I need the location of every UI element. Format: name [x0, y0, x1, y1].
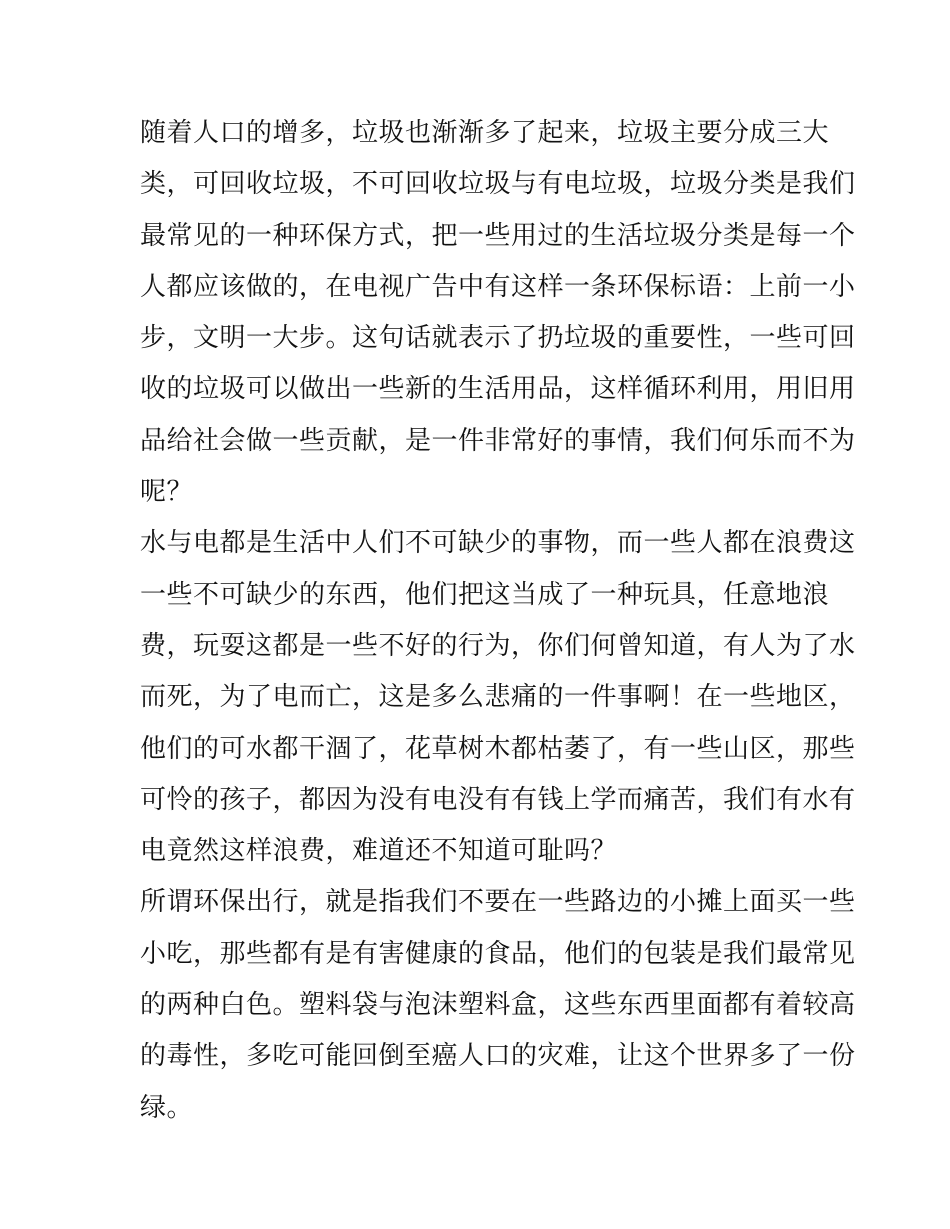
text-line: 随着人口的增多，垃圾也渐渐多了起来，垃圾主要分成三大 — [140, 118, 830, 148]
text-line: 他们的可水都干涸了，花草树木都枯萎了，有一些山区，那些 — [140, 733, 856, 764]
text-line: 绿。 — [140, 1092, 194, 1123]
document-body — [140, 108, 856, 1134]
text-line: 一些不可缺少的东西，他们把这当成了一种玩具，任意地浪 — [140, 579, 830, 610]
text-line: 所谓环保出行，就是指我们不要在一些路边的小摊上面买一些 — [140, 887, 856, 918]
text-line: 收的垃圾可以做出一些新的生活用品，这样循环利用，用旧用 — [140, 374, 856, 405]
text-line: 类，可回收垃圾，不可回收垃圾与有电垃圾，垃圾分类是我们 — [140, 169, 856, 200]
text-line: 水与电都是生活中人们不可缺少的事物，而一些人都在浪费这 — [140, 528, 856, 559]
text-line: 费，玩耍这都是一些不好的行为，你们何曾知道，有人为了水 — [140, 630, 856, 661]
text-line: 步，文明一大步。这句话就表示了扔垃圾的重要性，一些可回 — [140, 323, 856, 354]
text-line: 而死，为了电而亡，这是多么悲痛的一件事啊！在一些地区， — [140, 682, 856, 713]
text-line: 品给社会做一些贡献，是一件非常好的事情，我们何乐而不为 — [140, 425, 856, 456]
text-line: 人都应该做的，在电视广告中有这样一条环保标语：上前一小 — [140, 271, 856, 302]
text-line: 的两种白色。塑料袋与泡沫塑料盒，这些东西里面都有着较高 — [140, 990, 856, 1021]
text-line: 的毒性，多吃可能回倒至癌人口的灾难，让这个世界多了一份 — [140, 1041, 856, 1072]
text-line: 呢？ — [140, 477, 194, 508]
text-line: 可怜的孩子，都因为没有电没有有钱上学而痛苦，我们有水有 — [140, 784, 856, 815]
text-line: 最常见的一种环保方式，把一些用过的生活垃圾分类是每一个 — [140, 220, 856, 251]
text-line: 小吃，那些都有是有害健康的食品，他们的包装是我们最常见 — [140, 938, 856, 969]
text-line: 电竟然这样浪费，难道还不知道可耻吗？ — [140, 836, 618, 867]
